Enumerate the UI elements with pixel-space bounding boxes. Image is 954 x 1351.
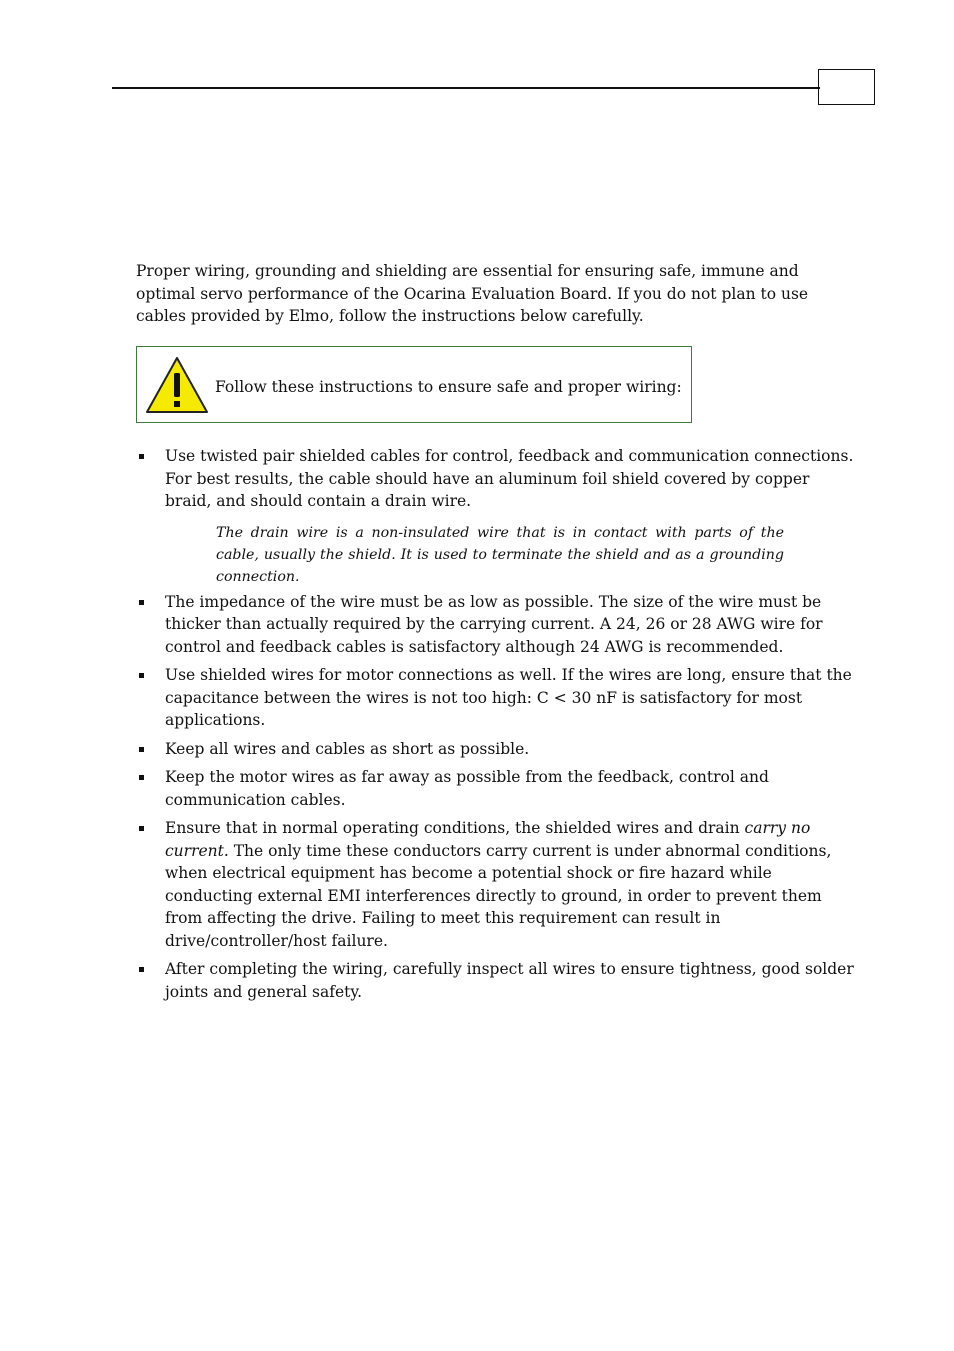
list-item xyxy=(136,591,856,659)
bullet-icon xyxy=(139,673,144,678)
list-item xyxy=(136,817,856,952)
list-item-text: The impedance of the wire must be as low as possible. The size of the wire must be thicker than actually required by the carrying current. A 24, 26 or 28 AWG wire for control and feedback cables is satisfactory although 24 AWG is recommended. xyxy=(165,592,823,656)
wiring-instructions-list xyxy=(136,445,856,1009)
warning-text: Follow these instructions to ensure safe and proper wiring: xyxy=(215,378,682,396)
bullet-icon xyxy=(139,967,144,972)
warning-triangle-icon xyxy=(144,355,210,415)
list-item-emphasis: carry no current. xyxy=(165,819,811,860)
bullet-icon xyxy=(139,826,144,831)
list-item xyxy=(136,664,856,732)
bullet-icon xyxy=(139,747,144,752)
list-item xyxy=(136,738,856,761)
bullet-icon xyxy=(139,600,144,605)
list-item-text: After completing the wiring, carefully inspect all wires to ensure tightness, good solder joints and general safety. xyxy=(165,960,854,1001)
bullet-icon xyxy=(139,775,144,780)
header-rule xyxy=(112,87,820,89)
intro-paragraph: Proper wiring, grounding and shielding are essential for ensuring safe, immune and optimal servo performance of the Ocarina Evaluation Board. If you do not plan to use cables provided by Elmo, follow the instructions below carefully. xyxy=(136,262,809,325)
bullet-icon xyxy=(139,454,144,459)
note-item xyxy=(136,522,856,588)
list-item xyxy=(136,766,856,811)
list-item-text: Keep all wires and cables as short as possible. xyxy=(165,739,530,758)
list-item-text: Keep the motor wires as far away as possible from the feedback, control and communication cables. xyxy=(165,768,769,809)
drain-wire-note: The drain wire is a non-insulated wire that is in contact with parts of the cable, usually the shield. It is used to terminate the shield and as a grounding connection. xyxy=(216,524,784,585)
list-item-text-before: Ensure that in normal operating conditions, the shielded wires and drain xyxy=(165,819,745,837)
list-item-text-after: The only time these conductors carry current is under abnormal conditions, when electrical equipment has become a potential shock or fire hazard while conducting external EMI interferences directly to ground, in order to prevent them from affecting the drive. Failing to meet this requirement can result in drive/controller/host failure. xyxy=(165,841,832,950)
list-item xyxy=(136,958,856,1003)
list-item-text: Use shielded wires for motor connections as well. If the wires are long, ensure that the capacitance between the wires is not too high: C < 30 nF is satisfactory for most applications. xyxy=(165,666,852,729)
page-number-box xyxy=(818,69,875,105)
list-item xyxy=(136,445,856,513)
warning-callout xyxy=(136,346,692,423)
list-item-text: Use twisted pair shielded cables for control, feedback and communication connections. For best results, the cable should have an aluminum foil shield covered by copper braid, and should contain a drain wire. xyxy=(165,447,854,510)
